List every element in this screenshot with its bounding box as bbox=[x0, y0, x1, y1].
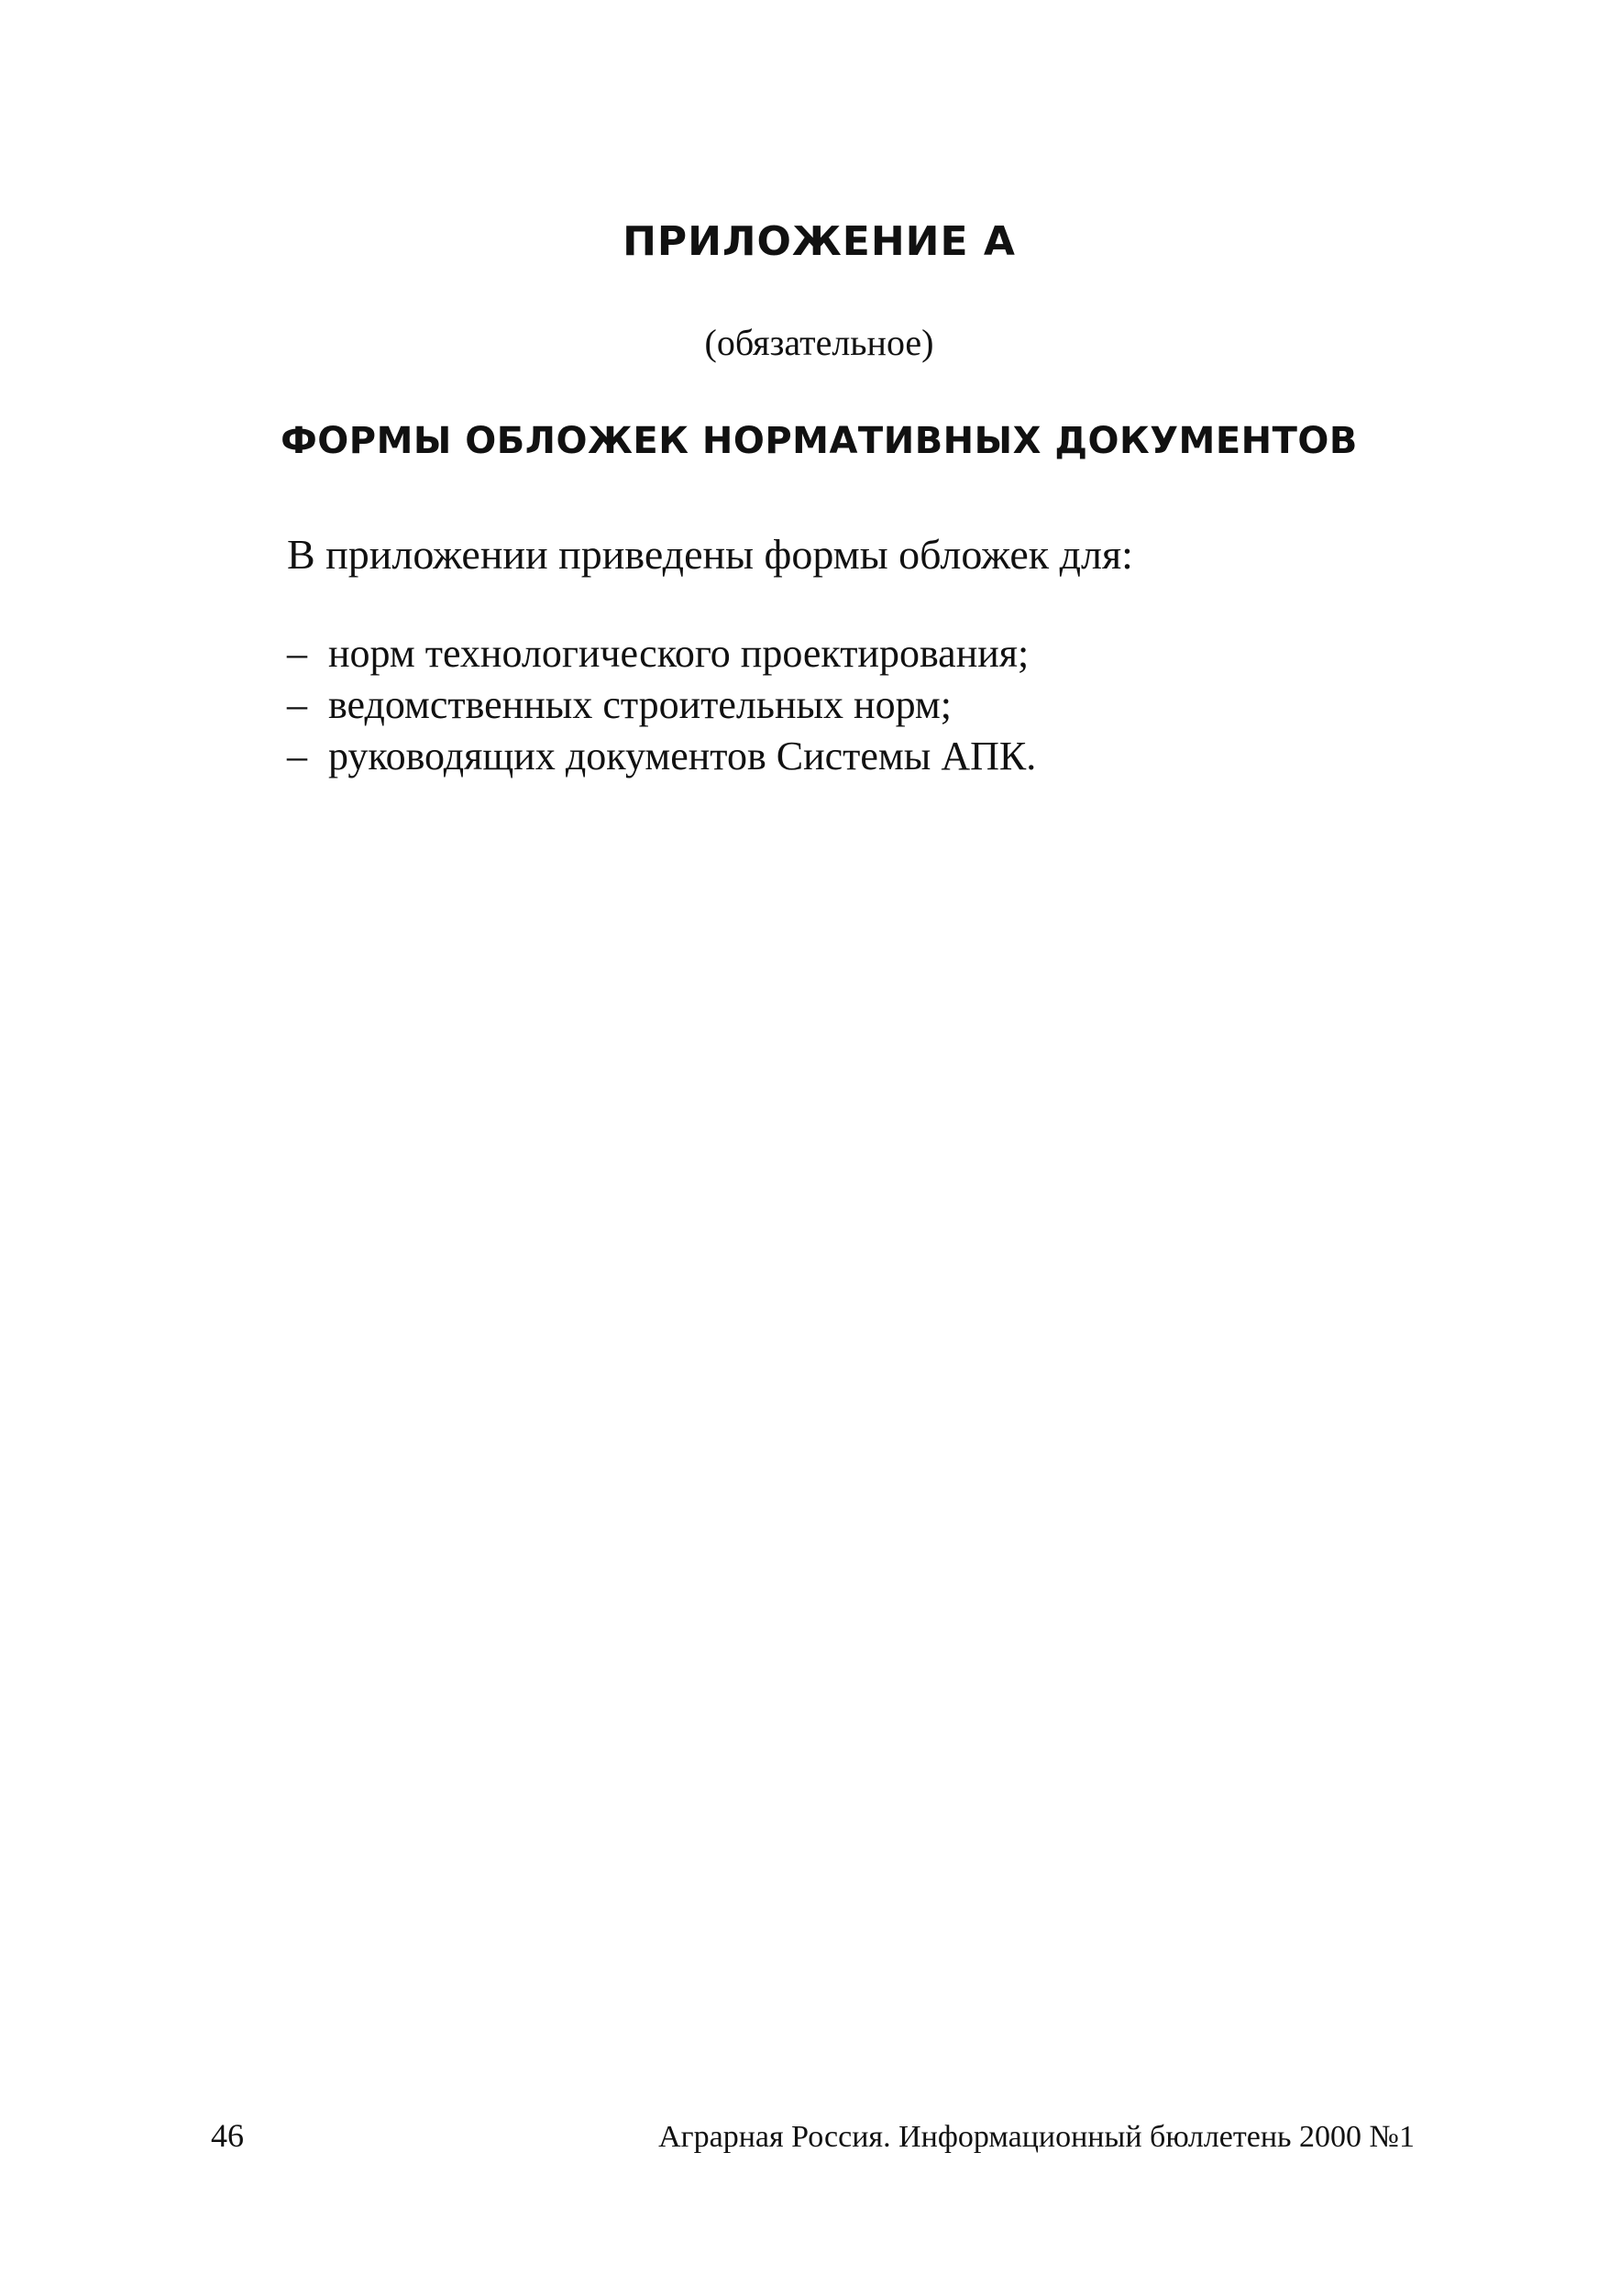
list-marker: – bbox=[287, 682, 307, 727]
list-item bbox=[287, 731, 1036, 782]
appendix-status: (обязательное) bbox=[704, 322, 934, 363]
appendix-title: ПРИЛОЖЕНИЕ А bbox=[623, 218, 1016, 265]
list-item-text: ведомственных строительных норм; bbox=[328, 682, 953, 727]
list-marker: – bbox=[287, 734, 307, 778]
list-item-text: норм технологического проектирования; bbox=[328, 631, 1030, 676]
running-footer: Аграрная Россия. Информационный бюллетень 2000 №1 bbox=[658, 2120, 1415, 2154]
intro-paragraph: В приложении приведены формы обложек для: bbox=[287, 531, 1133, 578]
list-marker: – bbox=[287, 631, 307, 676]
cover-forms-list bbox=[287, 628, 1036, 782]
page-number: 46 bbox=[211, 2117, 244, 2154]
list-item bbox=[287, 679, 1036, 731]
list-item bbox=[287, 628, 1036, 679]
list-item-text: руководящих документов Системы АПК. bbox=[328, 734, 1037, 778]
section-title: ФОРМЫ ОБЛОЖЕК НОРМАТИВНЫХ ДОКУМЕНТОВ bbox=[281, 420, 1358, 462]
